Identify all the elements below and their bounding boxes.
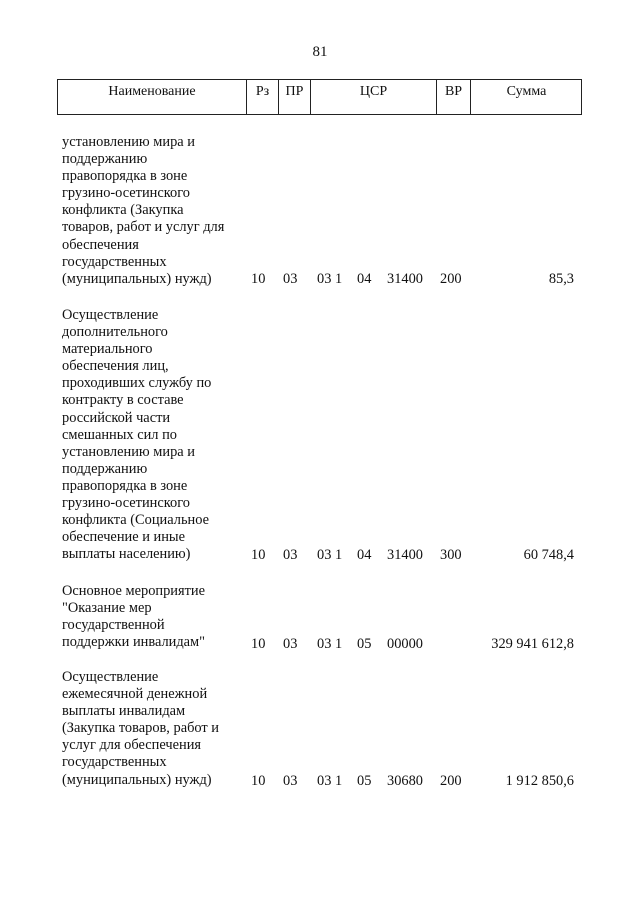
row-name: установлению мира и поддержанию правопорядка в зоне грузино-осетинского конфликта (Закупка товаров, работ и услуг для обеспечения государственных (муниципальных) нужд) xyxy=(62,134,225,287)
row-csr-direction: 00000 xyxy=(387,636,423,652)
row-csr-event: 04 xyxy=(357,271,372,287)
header-vr: ВР xyxy=(436,80,470,114)
row-csr-direction: 31400 xyxy=(387,547,423,563)
row-pr: 03 xyxy=(283,636,298,652)
header-rz: Рз xyxy=(246,80,278,114)
row-pr: 03 xyxy=(283,271,298,287)
row-csr-event: 05 xyxy=(357,636,372,652)
row-sum: 329 941 612,8 xyxy=(491,636,574,652)
row-csr-program: 03 1 xyxy=(317,773,343,789)
header-sum: Сумма xyxy=(470,80,582,114)
row-sum: 1 912 850,6 xyxy=(505,773,574,789)
row-name: Основное мероприятие "Оказание мер государственной поддержки инвалидам" xyxy=(62,583,206,651)
header-csr: ЦСР xyxy=(310,80,436,114)
row-csr-direction: 30680 xyxy=(387,773,423,789)
row-rz: 10 xyxy=(251,773,266,789)
row-vr: 200 xyxy=(440,271,462,287)
row-csr-program: 03 1 xyxy=(317,271,343,287)
row-vr: 200 xyxy=(440,773,462,789)
header-name: Наименование xyxy=(108,84,196,99)
row-csr-event: 04 xyxy=(357,547,372,563)
row-rz: 10 xyxy=(251,636,266,652)
row-csr-event: 05 xyxy=(357,773,372,789)
row-sum: 60 748,4 xyxy=(523,547,574,563)
row-rz: 10 xyxy=(251,547,266,563)
header-pr: ПР xyxy=(278,80,310,114)
row-csr-program: 03 1 xyxy=(317,547,343,563)
row-sum: 85,3 xyxy=(548,271,574,287)
row-name: Осуществление дополнительного материального обеспечения лиц, проходивших службу по контракту в составе российской части смешанных сил по установлению мира и поддержанию правопорядка в зоне грузино-осетинского конфликта (Социальное обеспечение и иные выплаты населению) xyxy=(62,307,212,563)
table-header xyxy=(57,79,582,115)
row-rz: 10 xyxy=(251,271,266,287)
row-pr: 03 xyxy=(283,773,298,789)
row-name: Осуществление ежемесячной денежной выплаты инвалидам (Закупка товаров, работ и услуг для обеспечения государственных (муниципальных) нужд) xyxy=(62,669,219,788)
row-csr-direction: 31400 xyxy=(387,271,423,287)
row-vr: 300 xyxy=(440,547,462,563)
row-csr-program: 03 1 xyxy=(317,636,343,652)
page-number: 81 xyxy=(312,44,328,60)
row-pr: 03 xyxy=(283,547,298,563)
